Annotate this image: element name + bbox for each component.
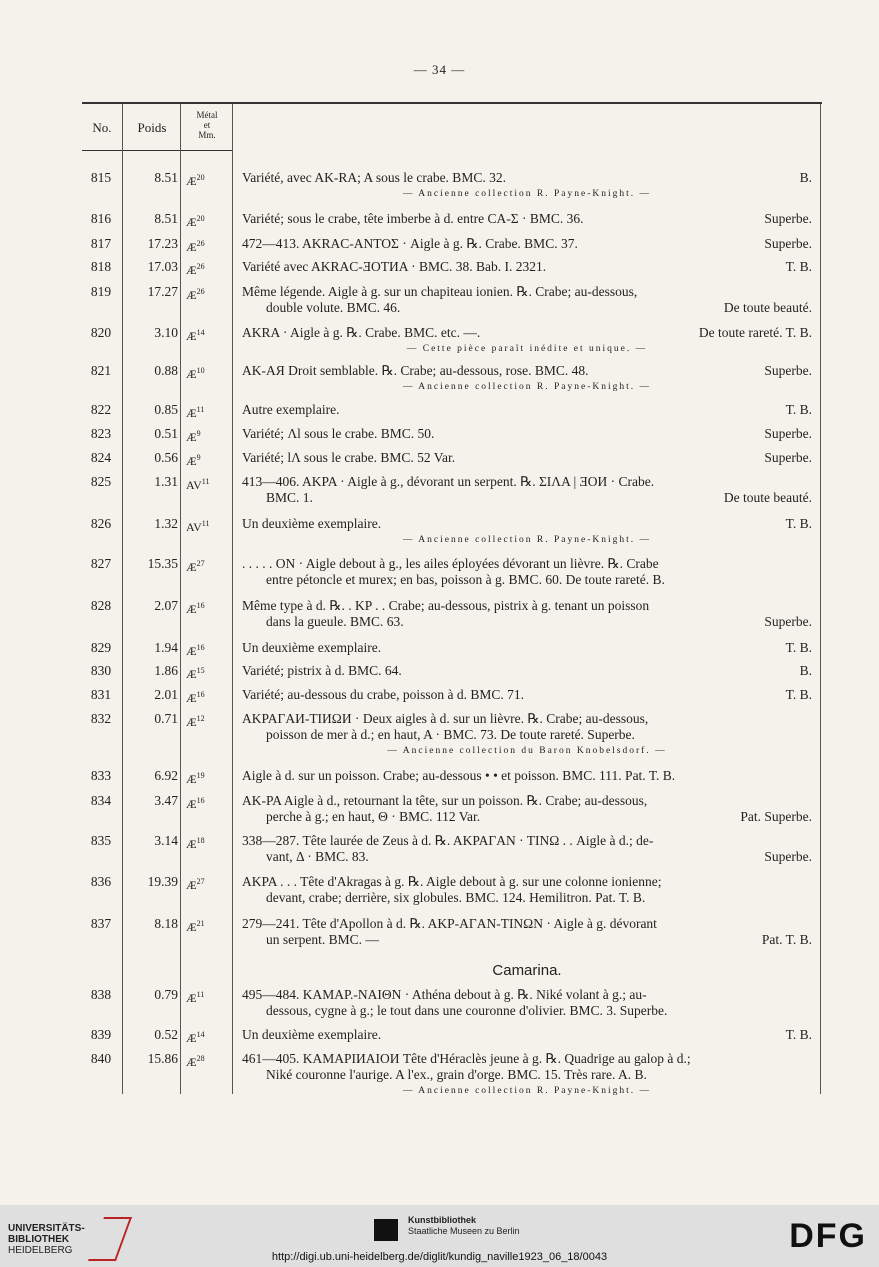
row-text-cont: entre pétoncle et murex; en bas, poisson à g. BMC. 60. De toute rareté. B.	[266, 572, 665, 587]
row-diameter: 26	[196, 287, 205, 296]
row-number: 819	[90, 284, 112, 299]
row-description	[242, 640, 812, 656]
row-metal: $Æ^{20}$	[186, 214, 205, 229]
row-metal: $Æ^9$	[186, 453, 201, 468]
row-provenance: — Ancienne collection R. Payne-Knight. —	[402, 535, 652, 545]
row-metal: $Æ^{26}$	[186, 262, 205, 277]
row-description	[242, 211, 812, 227]
row-diameter: 11	[201, 519, 210, 528]
row-number: 828	[90, 598, 112, 613]
row-weight: 8.51	[154, 211, 178, 226]
row-text: Variété; sous le crabe, tête imberbe à d. entre CA-Σ · BMC. 36.	[242, 211, 584, 226]
row-weight: 15.86	[147, 1051, 178, 1066]
row-grade: T. B.	[785, 640, 812, 655]
column-divider	[232, 104, 233, 1094]
row-number: 820	[90, 325, 112, 340]
row-grade: De toute rareté. T. B.	[698, 325, 812, 340]
header-no: No.	[92, 120, 112, 135]
row-metal: $Æ^{16}$	[186, 690, 205, 705]
row-diameter: 16	[196, 601, 205, 610]
row-text: Autre exemplaire.	[242, 402, 340, 417]
row-text: . . . . . ON · Aigle debout à g., les ailes éployées dévorant un lièvre. ℞. Crabe	[242, 556, 659, 571]
row-diameter: 26	[196, 239, 205, 248]
row-text: 338—287. Tête laurée de Zeus à d. ℞. AKPAΓAN · TINΩ . . Aigle à d.; de-	[242, 833, 654, 848]
row-description	[242, 474, 812, 506]
row-weight: 3.14	[154, 833, 178, 848]
row-grade: Superbe.	[764, 849, 812, 864]
header-rule	[82, 150, 232, 151]
row-diameter: 9	[196, 453, 201, 462]
row-metal: $Æ^{10}$	[186, 366, 205, 381]
row-weight: 3.47	[154, 793, 178, 808]
row-diameter: 14	[196, 328, 205, 337]
row-metal: $Æ^{16}$	[186, 643, 205, 658]
row-provenance: — Ancienne collection R. Payne-Knight. —	[402, 189, 652, 199]
row-text: AKPA . . . Tête d'Akragas à g. ℞. Aigle debout à g. sur une colonne ionienne;	[242, 874, 662, 889]
row-provenance: — Cette pièce paraît inédite et unique. —	[406, 344, 648, 354]
row-text: Variété, avec AK-RA; A sous le crabe. BMC. 32.	[242, 170, 506, 185]
row-grade: Pat. Superbe.	[740, 809, 812, 824]
row-description	[242, 687, 812, 703]
row-description	[242, 916, 812, 948]
row-number: 837	[90, 916, 112, 931]
row-text: Un deuxième exemplaire.	[242, 640, 382, 655]
column-divider	[180, 104, 181, 1094]
row-number: 827	[90, 556, 112, 571]
row-metal: $Æ^{26}$	[186, 239, 205, 254]
row-description	[242, 1027, 812, 1043]
row-text: Variété; Λl sous le crabe. BMC. 50.	[242, 426, 435, 441]
row-weight: 0.51	[154, 426, 178, 441]
row-text-cont: double volute. BMC. 46.	[266, 300, 401, 315]
row-diameter: 28	[196, 1054, 205, 1063]
row-weight: 1.32	[154, 516, 178, 531]
row-text: AKPAΓAИ-TIИΩИ · Deux aigles à d. sur un lièvre. ℞. Crabe; au-dessous,	[242, 711, 649, 726]
row-diameter: 19	[196, 771, 205, 780]
row-text: Même type à d. ℞. . KP . . Crabe; au-dessous, pistrix à g. tenant un poisson	[242, 598, 650, 613]
row-diameter: 20	[196, 173, 205, 182]
row-number: 821	[90, 363, 112, 378]
row-number: 838	[90, 987, 112, 1002]
row-description	[242, 874, 812, 906]
row-diameter: 15	[196, 666, 205, 675]
row-text: Un deuxième exemplaire.	[242, 1027, 382, 1042]
row-number: 824	[90, 450, 112, 465]
row-description	[242, 711, 812, 759]
row-number: 829	[90, 640, 112, 655]
row-description	[242, 363, 812, 395]
row-weight: 15.35	[147, 556, 178, 571]
column-divider	[820, 104, 821, 1094]
row-number: 822	[90, 402, 112, 417]
row-weight: 2.07	[154, 598, 178, 613]
row-weight: 2.01	[154, 687, 178, 702]
row-text: Variété; au-dessous du crabe, poisson à d. BMC. 71.	[242, 687, 524, 702]
row-text-cont: vant, Δ · BMC. 83.	[266, 849, 369, 864]
row-weight: 17.23	[147, 236, 178, 251]
row-diameter: 11	[201, 477, 210, 486]
row-number: 823	[90, 426, 112, 441]
row-diameter: 9	[196, 429, 201, 438]
row-metal: $Æ^{16}$	[186, 601, 205, 616]
row-text-cont: poisson de mer à d.; en haut, A · BMC. 73. De toute rareté. Superbe.	[266, 727, 635, 742]
row-metal: $Æ^{27}$	[186, 559, 205, 574]
footer-bar: UNIVERSITÄTS- BIBLIOTHEK HEIDELBERG Kunstbibliothek Staatliche Museen zu Berlin DFG http://digi.ub.uni-heidelberg.de/diglit/kundig_naville1923_06_18/0043	[0, 1205, 879, 1267]
row-description	[242, 426, 812, 442]
row-metal: $Æ^{27}$	[186, 877, 205, 892]
row-diameter: 16	[196, 796, 205, 805]
row-metal: $Æ^{19}$	[186, 771, 205, 786]
row-text-cont: perche à g.; en haut, Θ · BMC. 112 Var.	[266, 809, 481, 824]
header-poids: Poids	[137, 120, 167, 135]
row-text: Variété avec AKRAC-ƎOTИA · BMC. 38. Bab. I. 2321.	[242, 259, 547, 274]
row-grade: T. B.	[785, 516, 812, 531]
row-description	[242, 1051, 812, 1099]
row-metal: $Æ^{11}$	[186, 405, 205, 420]
row-weight: 19.39	[147, 874, 178, 889]
row-weight: 0.52	[154, 1027, 178, 1042]
row-grade: B.	[799, 663, 812, 678]
row-metal: $Æ^{18}$	[186, 836, 205, 851]
row-number: 840	[90, 1051, 112, 1066]
row-weight: 6.92	[154, 768, 178, 783]
row-diameter: 12	[196, 714, 205, 723]
row-weight: 0.88	[154, 363, 178, 378]
row-metal: $Æ^{11}$	[186, 990, 205, 1005]
row-metal: $Æ^9$	[186, 429, 201, 444]
row-description	[242, 768, 812, 784]
row-number: 818	[90, 259, 112, 274]
row-diameter: 10	[196, 366, 205, 375]
row-number: 835	[90, 833, 112, 848]
row-number: 834	[90, 793, 112, 808]
row-description	[242, 170, 812, 202]
row-weight: 1.94	[154, 640, 178, 655]
row-text-cont: un serpent. BMC. —	[266, 932, 379, 947]
row-weight: 0.71	[154, 711, 178, 726]
row-metal: $Æ^{16}$	[186, 796, 205, 811]
row-grade: De toute beauté.	[723, 300, 812, 315]
row-grade: Superbe.	[764, 236, 812, 251]
row-provenance: — Ancienne collection R. Payne-Knight. —	[402, 1086, 652, 1096]
row-diameter: 11	[196, 405, 205, 414]
row-metal: AV$^{11}$	[186, 477, 210, 492]
row-number: 825	[90, 474, 112, 489]
row-grade: Superbe.	[764, 614, 812, 629]
row-text: Même légende. Aigle à g. sur un chapiteau ionien. ℞. Crabe; au-dessous,	[242, 284, 638, 299]
row-number: 826	[90, 516, 112, 531]
row-number: 839	[90, 1027, 112, 1042]
dfg-logo[interactable]: DFG	[789, 1217, 867, 1255]
row-weight: 0.79	[154, 987, 178, 1002]
row-weight: 17.03	[147, 259, 178, 274]
row-diameter: 16	[196, 690, 205, 699]
row-metal: $Æ^{20}$	[186, 173, 205, 188]
row-description	[242, 793, 812, 825]
row-metal: $Æ^{14}$	[186, 328, 205, 343]
row-grade: T. B.	[785, 402, 812, 417]
row-text: AKRA · Aigle à g. ℞. Crabe. BMC. etc. —.	[242, 325, 481, 340]
row-diameter: 20	[196, 214, 205, 223]
row-grade: Pat. T. B.	[761, 932, 812, 947]
row-text: Variété; lΛ sous le crabe. BMC. 52 Var.	[242, 450, 456, 465]
row-grade: Superbe.	[764, 363, 812, 378]
row-number: 817	[90, 236, 112, 251]
section-title: Camarina.	[492, 962, 562, 979]
row-diameter: 16	[196, 643, 205, 652]
row-number: 836	[90, 874, 112, 889]
row-text-cont: Niké couronne l'aurige. A l'ex., grain d'orge. BMC. 15. Très rare. A. B.	[266, 1067, 647, 1082]
row-text: Un deuxième exemplaire.	[242, 516, 382, 531]
row-grade: T. B.	[785, 687, 812, 702]
row-metal: $Æ^{12}$	[186, 714, 205, 729]
row-provenance: — Ancienne collection R. Payne-Knight. —	[402, 382, 652, 392]
row-number: 831	[90, 687, 112, 702]
row-weight: 8.18	[154, 916, 178, 931]
row-text: 472—413. AKRAC-ANTOΣ · Aigle à g. ℞. Crabe. BMC. 37.	[242, 236, 578, 251]
row-diameter: 14	[196, 1030, 205, 1039]
row-diameter: 26	[196, 262, 205, 271]
row-description	[242, 833, 812, 865]
row-description	[242, 284, 812, 316]
row-number: 816	[90, 211, 112, 226]
row-description	[242, 987, 812, 1019]
row-text-cont: dans la gueule. BMC. 63.	[266, 614, 404, 629]
row-text: 279—241. Tête d'Apollon à d. ℞. AKP-AΓAN-TINΩN · Aigle à g. dévorant	[242, 916, 657, 931]
row-description	[242, 236, 812, 252]
row-weight: 17.27	[147, 284, 178, 299]
row-metal: $Æ^{28}$	[186, 1054, 205, 1069]
row-text: Aigle à d. sur un poisson. Crabe; au-dessous • • et poisson. BMC. 111. Pat. T. B.	[242, 768, 676, 783]
row-text: 413—406. AKPA · Aigle à g., dévorant un serpent. ℞. ΣIΛA | ƎOИ · Crabe.	[242, 474, 655, 489]
row-number: 815	[90, 170, 112, 185]
row-grade: De toute beauté.	[723, 490, 812, 505]
row-description	[242, 556, 812, 588]
row-provenance: — Ancienne collection du Baron Knobelsdorf. —	[387, 746, 667, 756]
row-number: 833	[90, 768, 112, 783]
row-text: Variété; pistrix à d. BMC. 64.	[242, 663, 402, 678]
page-number: — 34 —	[413, 62, 466, 77]
row-metal: $Æ^{21}$	[186, 919, 205, 934]
row-text: AK-AЯ Droit semblable. ℞. Crabe; au-dessous, rose. BMC. 48.	[242, 363, 589, 378]
row-description	[242, 516, 812, 548]
row-grade: T. B.	[785, 259, 812, 274]
row-weight: 0.85	[154, 402, 178, 417]
row-grade: Superbe.	[764, 450, 812, 465]
row-number: 830	[90, 663, 112, 678]
university-logo[interactable]: UNIVERSITÄTS- BIBLIOTHEK HEIDELBERG	[8, 1223, 85, 1256]
source-url[interactable]: http://digi.ub.uni-heidelberg.de/diglit/kundig_naville1923_06_18/0043	[271, 1251, 608, 1263]
row-description	[242, 598, 812, 630]
row-metal: $Æ^{14}$	[186, 1030, 205, 1045]
header-metal: Métal et Mm.	[196, 110, 218, 140]
row-description	[242, 450, 812, 466]
row-grade: T. B.	[785, 1027, 812, 1042]
row-diameter: 18	[196, 836, 205, 845]
row-metal: AV$^{11}$	[186, 519, 210, 534]
top-rule	[82, 102, 822, 104]
row-text: AK-PA Aigle à d., retournant la tête, sur un poisson. ℞. Crabe; au-dessous,	[242, 793, 648, 808]
row-text-cont: BMC. 1.	[266, 490, 313, 505]
row-text-cont: devant, crabe; derrière, six globules. BMC. 124. Hemilitron. Pat. T. B.	[266, 890, 646, 905]
row-weight: 8.51	[154, 170, 178, 185]
row-number: 832	[90, 711, 112, 726]
row-weight: 1.86	[154, 663, 178, 678]
row-text: 461—405. KAMAPIИAIOИ Tête d'Héraclès jeune à g. ℞. Quadrige au galop à d.;	[242, 1051, 691, 1066]
row-grade: Superbe.	[764, 211, 812, 226]
row-weight: 1.31	[154, 474, 178, 489]
row-diameter: 27	[196, 877, 205, 886]
row-text: 495—484. KAMAP.-NAIΘN · Athéna debout à g. ℞. Niké volant à g.; au-	[242, 987, 647, 1002]
row-grade: Superbe.	[764, 426, 812, 441]
row-diameter: 11	[196, 990, 205, 999]
row-diameter: 27	[196, 559, 205, 568]
row-description	[242, 325, 812, 357]
kunstbibliothek-icon	[374, 1219, 398, 1241]
row-weight: 0.56	[154, 450, 178, 465]
row-grade: B.	[799, 170, 812, 185]
row-metal: $Æ^{26}$	[186, 287, 205, 302]
row-description	[242, 259, 812, 275]
row-metal: $Æ^{15}$	[186, 666, 205, 681]
row-diameter: 21	[196, 919, 205, 928]
row-text-cont: dessous, cygne à g.; le tout dans une couronne d'olivier. BMC. 3. Superbe.	[266, 1003, 668, 1018]
row-description	[242, 402, 812, 418]
row-weight: 3.10	[154, 325, 178, 340]
row-description	[242, 663, 812, 679]
